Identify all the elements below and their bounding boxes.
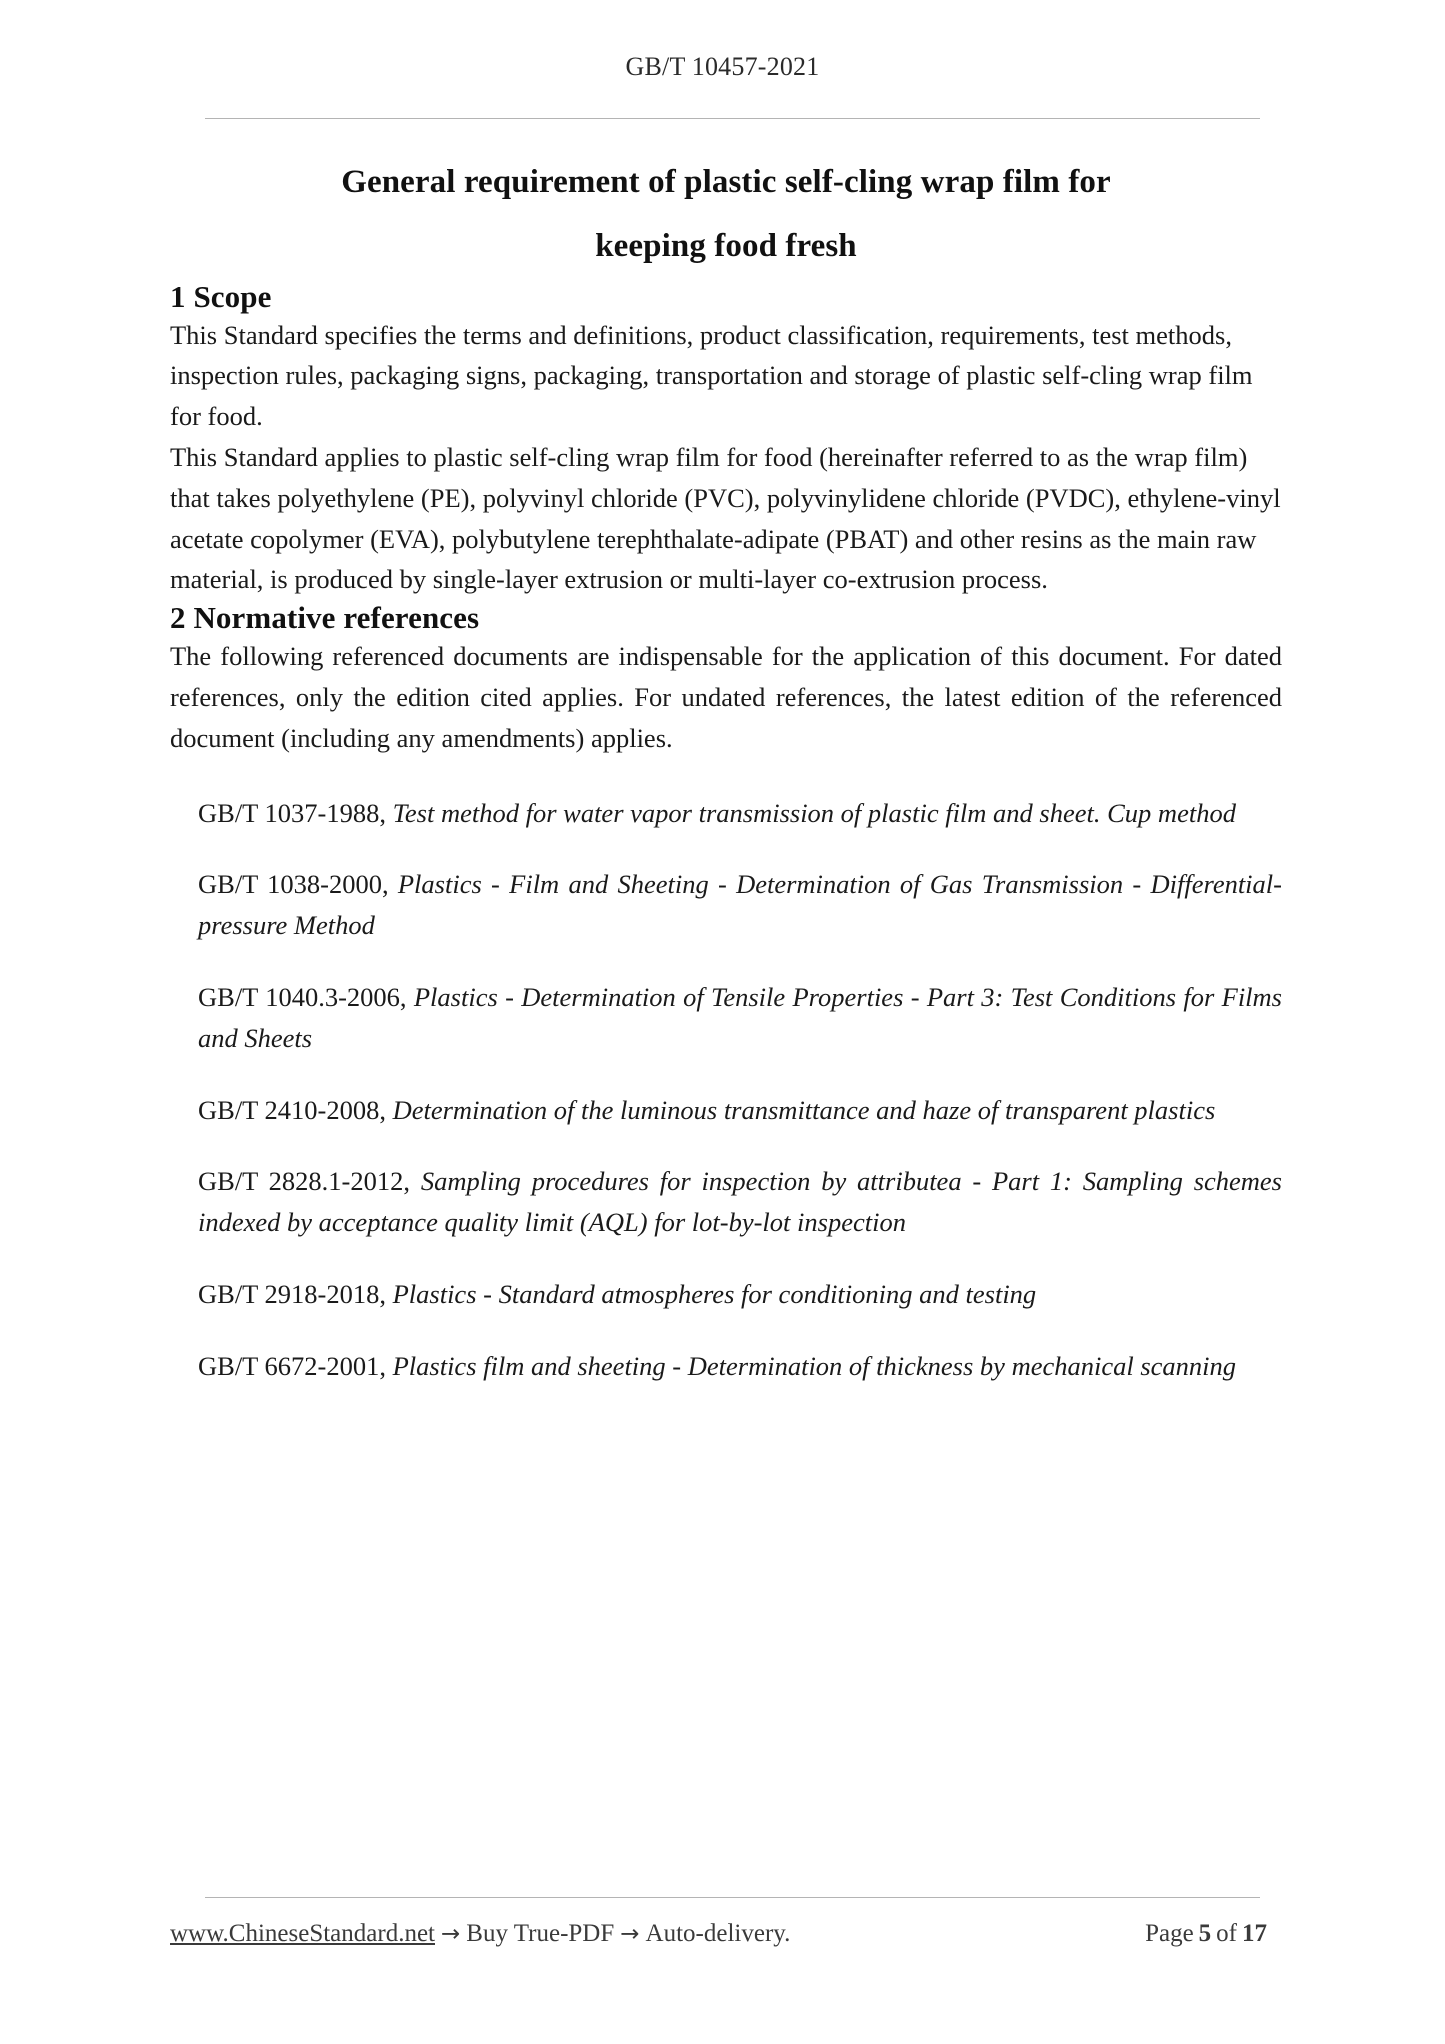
document-title (170, 150, 1282, 279)
document-title-line-1: General requirement of plastic self-cling wrap film for (341, 164, 1111, 200)
standard-code: GB/T 10457-2021 (625, 52, 820, 81)
reference-title: Sampling procedures for inspection by attributea - Part 1: Sampling schemes indexed by acceptance quality limit (AQL) for lot-by-lot inspection (198, 1166, 1282, 1238)
reference-item (198, 1274, 1282, 1315)
reference-code: GB/T 6672-2001, (198, 1350, 393, 1381)
reference-title: Plastics - Determination of Tensile Properties - Part 3: Test Conditions for Films and Sheets (198, 982, 1282, 1053)
reference-code: GB/T 1038-2000, (198, 869, 398, 900)
page-footer (170, 1920, 1282, 1948)
page-label: Page (1145, 1920, 1194, 1947)
reference-item (198, 977, 1282, 1059)
footer-promo-delivery: Auto-delivery. (645, 1920, 791, 1947)
reference-code: GB/T 2918-2018, (198, 1279, 393, 1310)
footer-divider (205, 1897, 1260, 1898)
heading-normative-references: 2 Normative references (170, 600, 480, 636)
reference-code: GB/T 1040.3-2006, (198, 982, 414, 1013)
reference-code: GB/T 1037-1988, (198, 797, 393, 828)
reference-title: Plastics film and sheeting - Determination of thickness by mechanical scanning (392, 1350, 1237, 1381)
reference-item (198, 1090, 1282, 1131)
reference-title: Plastics - Standard atmospheres for conditioning and testing (392, 1279, 1037, 1310)
chinesestandard-link[interactable]: www.ChineseStandard.net (170, 1920, 435, 1947)
reference-item (198, 793, 1282, 834)
page-indicator (1145, 1920, 1282, 1948)
document-title-line-2: keeping food fresh (595, 228, 857, 265)
scope-paragraph-1: This Standard specifies the terms and definitions, product classification, requirements, test methods, inspection rules, packaging signs, packaging, transportation and storage of plastic self-cling wrap film for food. (170, 319, 1253, 432)
footer-promo (170, 1920, 790, 1948)
arrow-right-icon: → (620, 1921, 640, 1947)
reference-title: Plastics - Film and Sheeting - Determination of Gas Transmission - Differential-pressure Method (198, 869, 1282, 941)
reference-title: Determination of the luminous transmittance and haze of transparent plastics (392, 1094, 1216, 1125)
page-content (170, 0, 1282, 1387)
reference-item (198, 1161, 1282, 1243)
reference-item (198, 864, 1282, 946)
page-number: 5 (1198, 1920, 1212, 1947)
page-total: 17 (1242, 1920, 1267, 1947)
heading-scope: 1 Scope (170, 278, 272, 314)
page-of-label: of (1216, 1920, 1237, 1947)
reference-code: GB/T 2828.1-2012, (198, 1166, 421, 1197)
reference-code: GB/T 2410-2008, (198, 1094, 393, 1125)
footer-promo-buy: Buy True-PDF (466, 1920, 615, 1947)
normative-paragraph-1: The following referenced documents are indispensable for the application of this document. For dated references, only the edition cited applies. For undated references, the latest edition of the referenced document (including any amendments) applies. (170, 641, 1282, 753)
reference-title: Test method for water vapor transmission of plastic film and sheet. Cup method (392, 797, 1236, 828)
reference-item (198, 1346, 1282, 1387)
scope-paragraph-2: This Standard applies to plastic self-cling wrap film for food (hereinafter referred to as the wrap film) that takes polyethylene (PE), polyvinyl chloride (PVC), polyvinylidene chloride (PVDC), ethylene-vinyl acetate copolymer (EVA), polybutylene terephthalate-adipate (PBAT) and other resins as the main raw material, is produced by single-layer extrusion or multi-layer co-extrusion process. (170, 442, 1281, 595)
normative-reference-list (170, 793, 1282, 1387)
arrow-right-icon: → (441, 1921, 461, 1947)
